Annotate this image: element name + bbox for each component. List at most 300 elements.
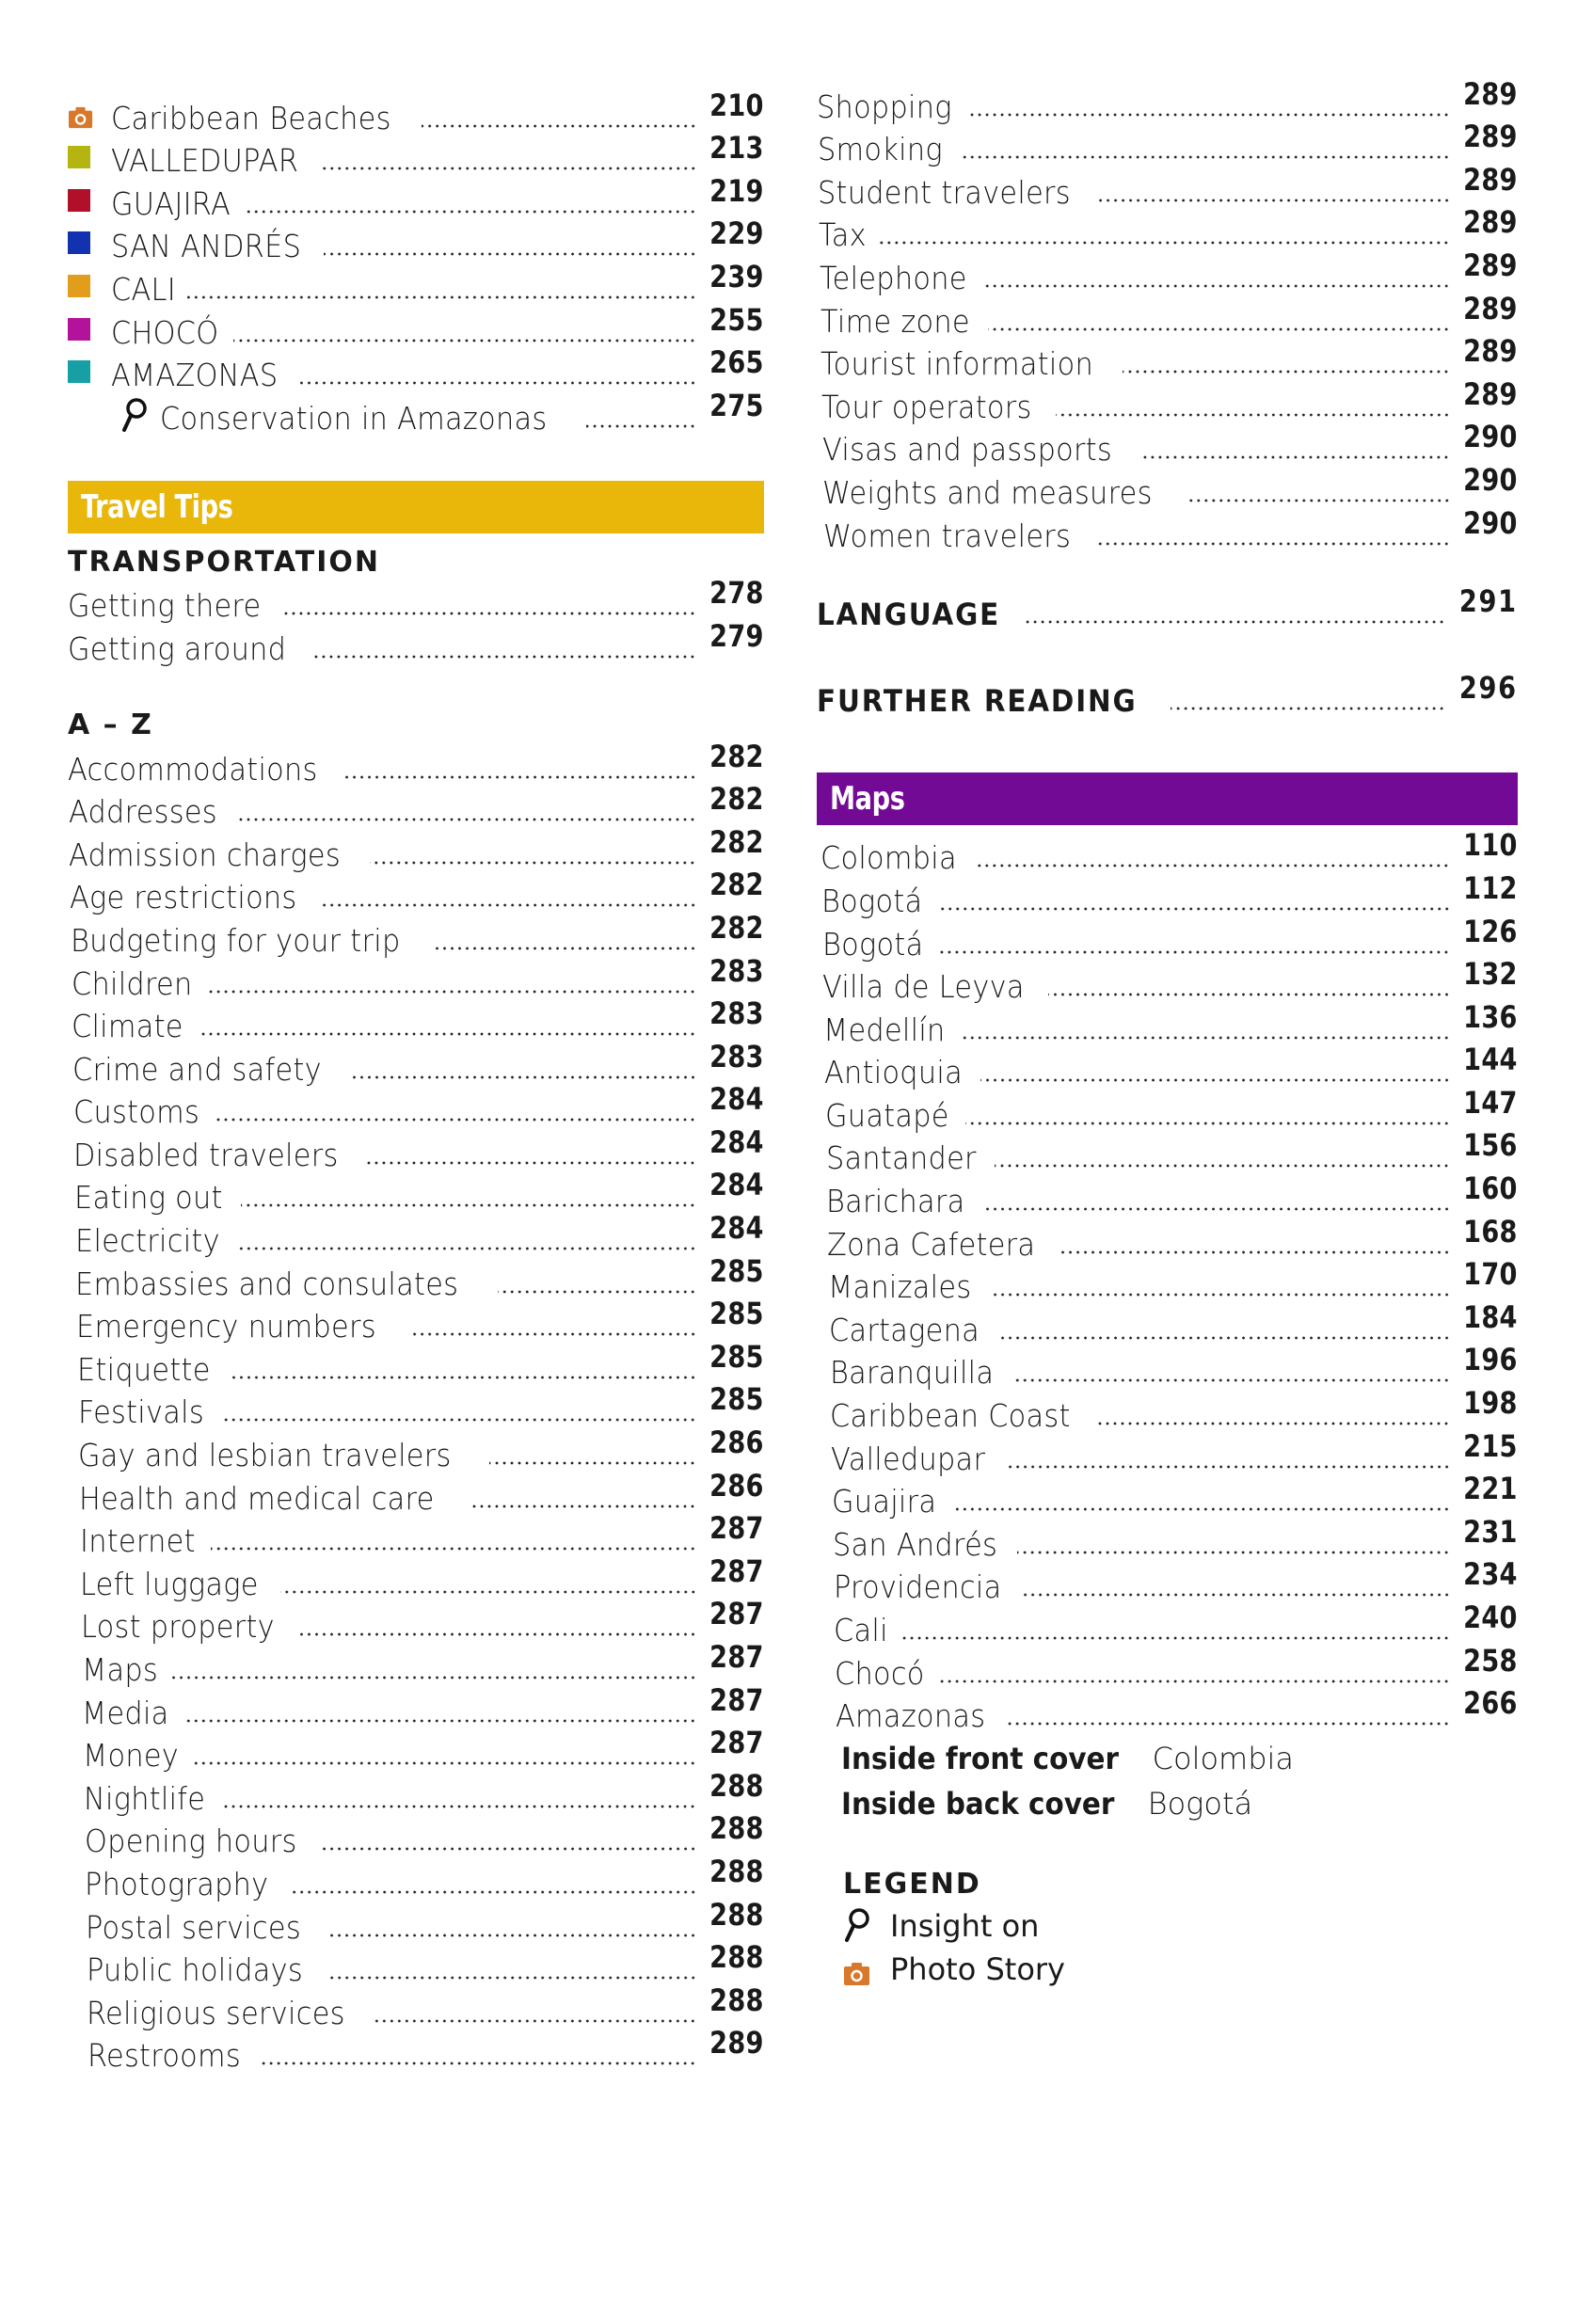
entry-page: 283 [709,1038,764,1074]
entry-page: 234 [1463,1556,1518,1593]
toc-entry-az[interactable] [68,823,764,873]
toc-entry-az[interactable] [817,119,1518,168]
az-list [68,738,764,2075]
entry-page: 289 [1463,247,1518,283]
entry-page: 284 [709,1167,764,1203]
leader-dots [408,1332,697,1336]
toc-entry-az[interactable] [68,781,764,831]
valledupar-color-square-icon [68,146,90,168]
toc-entry-az[interactable] [817,204,1518,254]
entry-page: 184 [1463,1298,1518,1335]
toc-entry-map[interactable] [817,1642,1518,1692]
toc-entry-az[interactable] [68,2025,764,2075]
leader-dots [374,2019,696,2023]
entry-label: LANGUAGE [817,597,1001,633]
toc-entry-az[interactable] [68,1853,764,1902]
leader-dots [1022,1593,1451,1597]
toc-entry-az[interactable] [68,1552,764,1602]
toc-entry-region[interactable] [68,215,764,265]
maps-title: Maps [830,779,905,818]
entry-page: 278 [709,575,764,612]
entry-label: Media [82,1694,169,1731]
entry-page: 284 [709,1210,764,1247]
entry-page: 289 [1463,119,1518,155]
entry-page: 258 [1463,1642,1518,1679]
leader-dots [220,1418,696,1422]
leader-dots [280,1590,697,1594]
toc-entry-az[interactable] [68,1681,764,1731]
entry-label: SAN ANDRÉS [111,228,302,265]
toc-entry-az[interactable] [817,461,1518,511]
legend-label: Photo Story [890,1951,1065,1988]
entry-label: Smoking [817,131,943,168]
entry-label: Opening hours [84,1823,297,1860]
toc-entry-map[interactable] [817,869,1518,919]
transportation-heading: TRANSPORTATION [68,545,380,579]
leader-dots [995,1164,1450,1168]
leader-dots [1048,993,1451,996]
entry-page: 240 [1463,1600,1518,1635]
entry-label: Disabled travelers [73,1136,339,1173]
left-column [68,87,764,2075]
toc-entry-az[interactable] [817,333,1518,383]
toc-entry-az[interactable] [68,1252,764,1302]
leader-dots [990,1293,1451,1297]
entry-page: 229 [709,215,764,252]
entry-page: 285 [709,1252,764,1289]
leader-dots [238,1247,696,1250]
leader-dots [959,155,1450,159]
entry-page: 288 [709,1767,764,1804]
toc-entry-az[interactable] [68,1510,764,1560]
entry-page: 196 [1463,1342,1518,1378]
entry-label: Cartagena [828,1311,980,1348]
entry-page: 288 [709,1896,764,1933]
leader-dots [1056,413,1450,417]
toc-entry-az[interactable] [68,1896,764,1946]
leader-dots [1005,1465,1451,1469]
entry-page: 288 [709,1810,764,1847]
leader-dots [951,1507,1450,1511]
entry-page: 283 [709,952,764,989]
leader-dots [489,1461,696,1465]
entry-label: Eating out [74,1179,223,1217]
entry-page: 219 [709,172,764,209]
toc-entry-az[interactable] [68,1596,764,1646]
leader-dots [1059,1250,1451,1254]
leader-dots [1013,1378,1450,1382]
leader-dots [215,1118,696,1122]
leader-dots [349,1075,697,1079]
entry-label: Santander [825,1139,977,1177]
toc-entry-az[interactable] [68,1167,764,1217]
entry-label: Medellín [823,1011,946,1048]
leader-dots [985,284,1450,288]
entry-page: 210 [709,87,764,123]
toc-entry-az[interactable] [817,290,1518,340]
entry-page: 288 [709,1853,764,1889]
entry-label: Baranquilla [829,1354,994,1392]
toc-entry-map[interactable] [817,1213,1518,1263]
leader-dots [1123,370,1450,374]
entry-label: Student travelers [818,173,1072,211]
entry-page: 136 [1463,998,1518,1035]
toc-entry-az[interactable] [817,504,1518,554]
toc-entry-map[interactable] [817,1427,1518,1477]
entry-label: CALI [111,270,176,308]
entry-page: 215 [1463,1427,1518,1464]
entry-label: Health and medical care [78,1479,435,1517]
entry-page: 282 [709,867,764,903]
toc-entry-map[interactable] [817,956,1518,1006]
leader-dots [1017,1551,1450,1554]
entry-page: 285 [709,1296,764,1332]
leader-dots [983,1207,1451,1211]
entry-label: Money [83,1737,180,1775]
toc-entry-az[interactable] [817,419,1518,469]
entry-page: 282 [709,909,764,946]
leader-dots [187,295,696,299]
leader-dots [297,1632,697,1636]
leader-dots [298,381,696,385]
entry-label: Etiquette [76,1350,211,1388]
toc-entry-further-reading[interactable] [817,669,1518,719]
toc-entry-region[interactable] [68,301,764,351]
toc-entry-map[interactable] [817,1170,1518,1220]
az-continued-list [817,75,1518,554]
transportation-list [68,575,764,667]
entry-page: 284 [709,1123,764,1160]
toc-entry-map[interactable] [817,1385,1518,1435]
entry-page: 287 [709,1681,764,1718]
entry-label: Tourist information [820,345,1094,383]
entry-page: 288 [709,1982,764,2018]
entry-page: 289 [709,2025,764,2061]
leader-dots [1187,499,1451,502]
leader-dots [435,947,697,950]
toc-entry-map[interactable] [817,1127,1518,1177]
legend-item-insight [817,1901,1518,1944]
toc-entry-az[interactable] [68,1767,764,1817]
entry-label: Valledupar [831,1440,986,1477]
entry-page: 289 [1463,75,1518,112]
leader-dots [1098,542,1450,546]
entry-label: Telephone [819,259,967,296]
guajira-color-square-icon [68,189,90,212]
toc-entry-map[interactable] [817,913,1518,963]
entry-label: Chocó [835,1654,925,1692]
entry-page: 283 [709,995,764,1032]
toc-entry-az[interactable] [68,1725,764,1775]
entry-label: Crime and safety [72,1050,322,1088]
leader-dots [974,864,1450,868]
leader-dots [1097,1422,1450,1425]
entry-page: 282 [709,823,764,860]
leader-dots [199,1032,696,1036]
entry-label: Embassies and consulates [75,1265,459,1302]
toc-entry-az[interactable] [817,375,1518,425]
leader-dots [988,327,1450,331]
travel-tips-title: Travel Tips [81,487,233,526]
leader-dots [367,1161,696,1165]
entry-page: 290 [1463,419,1518,455]
entry-label: Gay and lesbian travelers [78,1437,452,1474]
choco-color-square-icon [68,318,90,341]
san-andres-color-square-icon [68,231,90,254]
entry-label: Getting around [68,629,287,667]
toc-entry-az[interactable] [68,1210,764,1260]
toc-entry-map[interactable] [817,1602,1518,1646]
entry-page: 213 [709,130,764,167]
entry-page: 156 [1463,1127,1518,1164]
entry-page: 275 [709,387,764,423]
toc-entry-az[interactable] [68,1982,764,2031]
legend-label: Insight on [890,1908,1040,1945]
toc-entry-az[interactable] [68,1639,764,1688]
entry-page: 265 [709,344,764,381]
entry-page: 160 [1463,1170,1518,1207]
entry-page: 284 [709,1081,764,1118]
leader-dots [170,1676,697,1679]
leader-dots [323,903,697,907]
toc-entry-az[interactable] [68,1939,764,1989]
toc-entry-az[interactable] [68,738,764,788]
toc-entry-az[interactable] [68,1810,764,1860]
entry-label: Getting there [68,587,262,625]
entry-page: 287 [709,1510,764,1547]
toc-entry-region[interactable] [68,87,764,136]
entry-page: 255 [709,301,764,338]
leader-dots [938,1679,1450,1683]
entry-label: Festivals [77,1393,204,1431]
entry-label: Tour operators [820,388,1032,425]
entry-label: CHOCÓ [111,313,219,351]
entry-label: GUAJIRA [111,184,231,222]
legend-heading: LEGEND [843,1868,981,1902]
toc-entry-map[interactable] [817,1084,1518,1134]
entry-page: 289 [1463,375,1518,412]
toc-entry-map[interactable] [817,1513,1518,1563]
cali-color-square-icon [68,275,90,297]
entry-page: 285 [709,1338,764,1375]
toc-entry-map[interactable] [817,1342,1518,1392]
toc-entry-az[interactable] [68,1123,764,1173]
toc-entry-map[interactable] [817,827,1518,877]
entry-page: 291 [1459,583,1518,620]
entry-label: Weights and measures [822,473,1154,511]
camera-icon [68,105,111,130]
entry-page: 286 [709,1467,764,1504]
entry-label: Maps [81,1651,158,1688]
toc-entry-az[interactable] [817,75,1518,125]
toc-entry-az[interactable] [68,1381,764,1431]
toc-entry-map[interactable] [817,1042,1518,1091]
entry-label: Women travelers [823,517,1072,554]
entry-label: Manizales [828,1268,972,1306]
entry-label: Amazonas [836,1697,986,1735]
entry-page: 279 [709,617,764,654]
toc-entry-az[interactable] [68,1038,764,1088]
leader-dots [1142,455,1450,459]
toc-entry-map[interactable] [817,1556,1518,1606]
leader-dots [370,861,696,865]
leader-dots [247,210,696,214]
cover-value: Bogotá [1147,1786,1253,1823]
toc-entry-map[interactable] [817,1685,1518,1735]
entry-label: Admission charges [69,836,342,873]
right-column [817,75,1518,1988]
leader-dots [326,1934,697,1937]
leader-dots [321,167,697,170]
entry-page: 289 [1463,161,1518,198]
cover-label: Inside back cover [841,1786,1115,1823]
entry-label: Electricity [74,1222,220,1260]
entry-label: Bogotá [821,925,924,963]
travel-tips-banner [68,481,764,533]
leader-dots [235,818,696,821]
entry-page: 126 [1463,913,1518,949]
leader-dots [965,1122,1450,1125]
entry-page: 132 [1463,956,1518,993]
entry-page: 285 [709,1381,764,1418]
entry-label: Climate [72,1008,183,1045]
entry-page: 286 [709,1425,764,1461]
entry-label: Internet [79,1522,196,1560]
toc-entry-region[interactable] [68,344,764,394]
entry-label: VALLEDUPAR [111,142,299,180]
toc-entry-transport[interactable] [68,617,764,667]
leader-dots [233,339,696,342]
leader-dots [327,1976,697,1980]
entry-label: Left luggage [80,1565,260,1602]
toc-entry-region[interactable] [68,258,764,308]
toc-entry-az[interactable] [68,1467,764,1517]
toc-entry-map[interactable] [817,998,1518,1048]
leader-dots [498,1290,696,1294]
leader-dots [311,655,696,659]
entry-page: 289 [1463,333,1518,370]
toc-entry-az[interactable] [68,1081,764,1131]
leader-dots [937,907,1451,911]
entry-page: 198 [1463,1385,1518,1422]
toc-entry-az[interactable] [68,867,764,916]
inside-back-cover[interactable] [817,1776,1518,1822]
entry-page: 288 [709,1939,764,1976]
entry-label: Public holidays [86,1951,303,1989]
toc-entry-transport[interactable] [68,575,764,625]
entry-label: Villa de Leyva [822,968,1026,1006]
leader-dots [208,990,696,994]
leader-dots [211,1547,696,1551]
toc-entry-az[interactable] [68,952,764,1002]
toc-entry-language[interactable] [817,583,1518,633]
amazonas-color-square-icon [68,360,90,383]
legend-item-photo-story [817,1944,1518,1987]
entry-page: 112 [1463,869,1518,906]
toc-entry-region[interactable] [68,387,764,437]
entry-page: 282 [709,738,764,774]
toc-entry-az[interactable] [68,995,764,1045]
entry-page: 287 [709,1725,764,1761]
entry-page: 144 [1463,1042,1518,1078]
entry-page: 110 [1463,827,1518,864]
leader-dots [1022,620,1445,624]
magnifier-icon [120,396,160,434]
maps-list [817,827,1518,1735]
entry-page: 170 [1463,1256,1518,1293]
inside-front-cover[interactable] [817,1731,1518,1776]
entry-label: Accommodations [68,750,318,788]
entry-label: Time zone [820,302,970,340]
entry-label: Customs [72,1093,199,1131]
entry-page: 221 [1463,1471,1518,1507]
toc-entry-az[interactable] [817,161,1518,211]
entry-label: Caribbean Beaches [111,99,391,136]
entry-page: 266 [1463,1685,1518,1722]
toc-entry-az[interactable] [68,909,764,959]
leader-dots [345,775,697,779]
leader-dots [1004,1722,1450,1726]
magnifier-icon [843,1906,890,1944]
entry-label: Guajira [832,1483,937,1520]
entry-label: Guatapé [824,1096,949,1134]
az-heading: A – Z [68,708,153,741]
toc-entry-az[interactable] [68,1425,764,1474]
regions-list [68,87,764,437]
entry-page: 168 [1463,1213,1518,1250]
entry-label: Addresses [68,793,217,831]
leader-dots [324,252,697,256]
toc-entry-az[interactable] [817,247,1518,296]
toc-entry-az[interactable] [68,1338,764,1388]
entry-page: 239 [709,258,764,294]
entry-page: 282 [709,781,764,818]
entry-label: FURTHER READING [817,682,1138,719]
toc-entry-map[interactable] [817,1256,1518,1306]
leader-dots [937,950,1450,954]
leader-dots [283,612,696,615]
toc-entry-map[interactable] [817,1298,1518,1348]
entry-page: 147 [1463,1084,1518,1121]
toc-entry-az[interactable] [68,1296,764,1345]
leader-dots [969,113,1450,117]
entry-label: Budgeting for your trip [70,921,401,959]
leader-dots [899,1636,1450,1640]
toc-entry-region[interactable] [68,172,764,222]
entry-label: Restrooms [88,2037,241,2075]
entry-label: Caribbean Coast [830,1397,1072,1435]
entry-label: Colombia [820,839,957,877]
camera-icon [843,1961,890,1987]
entry-label: Age restrictions [70,879,297,916]
toc-entry-region[interactable] [68,130,764,180]
entry-page: 289 [1463,204,1518,241]
entry-page: 287 [709,1596,764,1632]
leader-dots [221,1805,696,1808]
entry-page: 290 [1463,504,1518,541]
leader-dots [183,1719,696,1723]
toc-entry-map[interactable] [817,1471,1518,1520]
entry-label: Shopping [817,88,952,125]
leader-dots [586,424,696,428]
leader-dots [470,1504,696,1508]
entry-label: Nightlife [83,1779,206,1817]
entry-label: San Andrés [832,1525,997,1563]
entry-page: 290 [1463,461,1518,498]
entry-label: Postal services [85,1908,301,1946]
leader-dots [193,1761,696,1765]
entry-label: Conservation in Amazonas [160,399,548,437]
